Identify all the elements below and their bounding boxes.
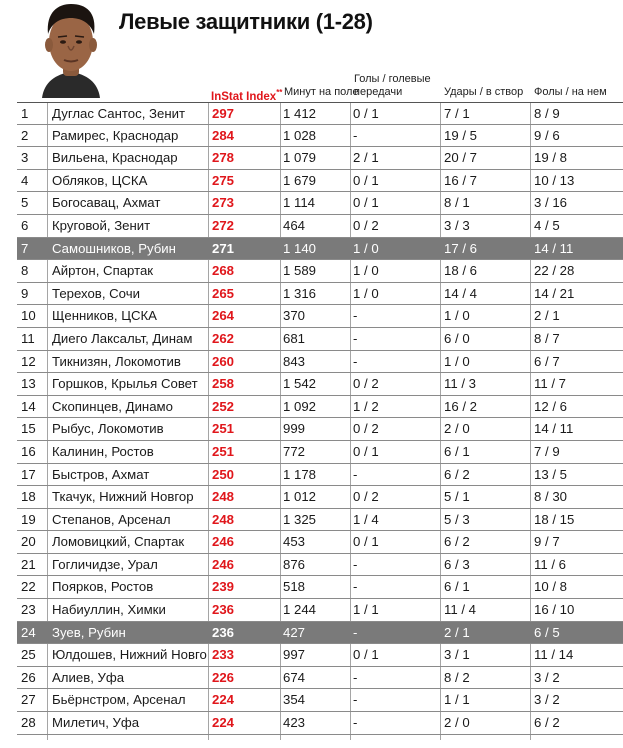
fouls-value: 8 / 30 xyxy=(534,489,567,505)
fouls-value: 12 / 6 xyxy=(534,398,567,414)
rank-cell: 7 xyxy=(21,240,29,256)
table-row xyxy=(17,305,623,328)
rank-cell: 5 xyxy=(21,195,29,211)
shots-value: 6 / 2 xyxy=(444,466,470,482)
instat-index-value: 248 xyxy=(212,511,235,527)
rank-cell: 2 xyxy=(21,127,29,143)
fouls-value: 14 / 11 xyxy=(534,421,574,437)
fouls-value: 11 / 7 xyxy=(534,376,567,392)
fouls-value: 9 / 7 xyxy=(534,534,560,550)
player-name: Ломовицкий, Спартак xyxy=(52,534,185,550)
rank-cell: 4 xyxy=(21,172,29,188)
rank-cell: 24 xyxy=(21,624,36,640)
minutes-value: 423 xyxy=(283,715,306,731)
shots-value: 2 / 0 xyxy=(444,421,470,437)
goals-assists-value: 1 / 1 xyxy=(353,602,379,618)
rank-cell: 23 xyxy=(21,602,36,618)
instat-index-value: 271 xyxy=(212,240,235,256)
instat-index-value: 297 xyxy=(212,106,235,121)
shots-value: 11 / 4 xyxy=(444,602,477,618)
goals-assists-value: - xyxy=(353,466,358,482)
instat-index-value: 224 xyxy=(212,692,235,708)
shots-value: 5 / 3 xyxy=(444,511,470,527)
fouls-value: 11 / 14 xyxy=(534,647,574,663)
rank-cell: 20 xyxy=(21,534,36,550)
goals-assists-value: - xyxy=(353,715,358,731)
player-name: Вильена, Краснодар xyxy=(52,150,178,166)
player-name: Щенников, ЦСКА xyxy=(52,308,157,324)
rank-cell: 6 xyxy=(21,217,29,233)
rank-cell: 11 xyxy=(21,330,35,346)
minutes-value: 843 xyxy=(283,353,306,369)
table-row xyxy=(17,283,623,306)
header-shots: Удары / в створ xyxy=(444,86,524,98)
player-name: Набиуллин, Химки xyxy=(52,602,166,618)
minutes-value: 354 xyxy=(283,692,306,708)
rank-cell: 16 xyxy=(21,443,36,459)
table-row xyxy=(17,599,623,622)
shots-value: 2 / 1 xyxy=(444,624,470,640)
player-name: Рыбус, Локомотив xyxy=(52,421,164,437)
table-row xyxy=(17,644,623,667)
shots-value: 7 / 1 xyxy=(444,106,470,121)
table-row xyxy=(17,689,623,712)
player-name: Круговой, Зенит xyxy=(52,217,151,233)
goals-assists-value: 0 / 1 xyxy=(353,647,379,663)
minutes-value: 1 114 xyxy=(283,195,316,211)
rank-cell: 10 xyxy=(21,308,36,324)
player-name: Алиев, Уфа xyxy=(52,669,125,685)
minutes-value: 1 012 xyxy=(283,489,317,505)
goals-assists-value: 1 / 4 xyxy=(353,511,379,527)
goals-assists-value: 0 / 1 xyxy=(353,172,379,188)
shots-value: 17 / 6 xyxy=(444,240,477,256)
player-name: Дуглас Сантос, Зенит xyxy=(52,106,186,121)
instat-index-value: 236 xyxy=(212,602,235,618)
shots-value: 6 / 1 xyxy=(444,443,470,459)
table-row xyxy=(17,554,623,577)
table-row xyxy=(17,531,623,554)
instat-index-value: 246 xyxy=(212,534,235,550)
minutes-value: 876 xyxy=(283,556,306,572)
header-instat-index: InStat Index** xyxy=(211,88,283,103)
goals-assists-value: - xyxy=(353,330,358,346)
shots-value: 5 / 1 xyxy=(444,489,470,505)
table-row xyxy=(17,192,623,215)
minutes-value: 1 412 xyxy=(283,106,317,121)
fouls-value: 16 / 10 xyxy=(534,602,575,618)
player-name: Зуев, Рубин xyxy=(52,624,126,640)
shots-value: 8 / 2 xyxy=(444,669,470,685)
page-title: Левые защитники (1-28) xyxy=(119,9,373,34)
minutes-value: 1 589 xyxy=(283,263,317,279)
player-name: Калинин, Ростов xyxy=(52,443,154,459)
shots-value: 1 / 1 xyxy=(444,692,470,708)
instat-index-value: 239 xyxy=(212,579,235,595)
instat-index-value: 236 xyxy=(212,624,235,640)
minutes-value: 518 xyxy=(283,579,306,595)
goals-assists-value: 0 / 1 xyxy=(353,534,379,550)
instat-index-value: 284 xyxy=(212,127,235,143)
player-name: Поярков, Ростов xyxy=(52,579,154,595)
fouls-value: 8 / 7 xyxy=(534,330,560,346)
minutes-value: 1 316 xyxy=(283,285,317,301)
fouls-value: 14 / 21 xyxy=(534,285,575,301)
fouls-value: 6 / 5 xyxy=(534,624,560,640)
shots-value: 1 / 0 xyxy=(444,308,470,324)
shots-value: 2 / 0 xyxy=(444,715,470,731)
rank-cell: 19 xyxy=(21,511,36,527)
goals-assists-value: 1 / 0 xyxy=(353,240,379,256)
goals-assists-value: 1 / 2 xyxy=(353,398,379,414)
minutes-value: 1 140 xyxy=(283,240,317,256)
rank-cell: 27 xyxy=(21,692,36,708)
instat-index-value: 262 xyxy=(212,330,235,346)
fouls-value: 9 / 6 xyxy=(534,127,560,143)
table-row xyxy=(17,102,623,125)
table-row xyxy=(17,622,623,645)
fouls-value: 19 / 8 xyxy=(534,150,567,166)
goals-assists-value: - xyxy=(353,127,358,143)
table-row xyxy=(17,238,623,261)
table-row xyxy=(17,373,623,396)
instat-index-value: 251 xyxy=(212,443,235,459)
goals-assists-value: 0 / 1 xyxy=(353,106,379,121)
instat-index-value: 246 xyxy=(212,556,235,572)
goals-assists-value: - xyxy=(353,692,358,708)
minutes-value: 772 xyxy=(283,443,306,459)
shots-value: 14 / 4 xyxy=(444,285,477,301)
instat-index-value: 251 xyxy=(212,421,235,437)
fouls-value: 22 / 28 xyxy=(534,263,575,279)
fouls-value: 3 / 2 xyxy=(534,692,560,708)
header-goals-assists: Голы / голевые передачи xyxy=(354,73,431,98)
shots-value: 20 / 7 xyxy=(444,150,477,166)
fouls-value: 18 / 15 xyxy=(534,511,575,527)
rank-cell: 22 xyxy=(21,579,36,595)
rank-cell: 26 xyxy=(21,669,36,685)
player-name: Диего Лаксальт, Динам xyxy=(52,330,193,346)
rank-cell: 14 xyxy=(21,398,36,414)
instat-index-value: 273 xyxy=(212,195,235,211)
player-name: Бьёрнстром, Арсенал xyxy=(52,692,186,708)
goals-assists-value: 0 / 2 xyxy=(353,376,379,392)
instat-index-value: 265 xyxy=(212,285,235,301)
rank-cell: 13 xyxy=(21,376,36,392)
instat-index-value: 224 xyxy=(212,715,235,731)
player-name: Милетич, Уфа xyxy=(52,715,140,731)
minutes-value: 453 xyxy=(283,534,306,550)
fouls-value: 10 / 8 xyxy=(534,579,567,595)
fouls-value: 13 / 5 xyxy=(534,466,567,482)
rank-cell: 3 xyxy=(21,150,29,166)
instat-index-value: 278 xyxy=(212,150,235,166)
shots-value: 3 / 1 xyxy=(444,647,470,663)
instat-index-value: 233 xyxy=(212,647,235,663)
shots-value: 3 / 3 xyxy=(444,217,470,233)
minutes-value: 1 079 xyxy=(283,150,317,166)
goals-assists-value: - xyxy=(353,353,358,369)
fouls-value: 2 / 1 xyxy=(534,308,560,324)
rank-cell: 15 xyxy=(21,421,36,437)
header-minutes: Минут на поле xyxy=(284,86,359,98)
goals-assists-value: - xyxy=(353,579,358,595)
rank-cell: 18 xyxy=(21,489,36,505)
instat-index-value: 272 xyxy=(212,217,235,233)
instat-index-value: 275 xyxy=(212,172,235,188)
minutes-value: 1 178 xyxy=(283,466,317,482)
fouls-value: 3 / 2 xyxy=(534,669,560,685)
table-row xyxy=(17,125,623,148)
minutes-value: 1 679 xyxy=(283,172,317,188)
goals-assists-value: 0 / 1 xyxy=(353,195,379,211)
instat-index-value: 252 xyxy=(212,398,235,414)
shots-value: 8 / 1 xyxy=(444,195,470,211)
goals-assists-value: 2 / 1 xyxy=(353,150,379,166)
instat-index-value: 258 xyxy=(212,376,235,392)
instat-index-value: 226 xyxy=(212,669,235,685)
fouls-value: 14 / 11 xyxy=(534,240,574,256)
table-row xyxy=(17,260,623,283)
player-name: Скопинцев, Динамо xyxy=(52,398,173,414)
player-name: Самошников, Рубин xyxy=(52,240,176,256)
instat-index-value: 264 xyxy=(212,308,235,324)
shots-value: 6 / 1 xyxy=(444,579,470,595)
rank-cell: 8 xyxy=(21,263,29,279)
table-row xyxy=(17,215,623,238)
goals-assists-value: 0 / 2 xyxy=(353,217,379,233)
instat-index-value: 250 xyxy=(212,466,235,482)
minutes-value: 1 325 xyxy=(283,511,317,527)
player-name: Юлдошев, Нижний Новго xyxy=(52,647,207,663)
player-name: Айртон, Спартак xyxy=(52,263,154,279)
table-row xyxy=(17,170,623,193)
header-fouls: Фолы / на нем xyxy=(534,86,607,98)
player-name: Гогличидзе, Урал xyxy=(52,556,158,572)
minutes-value: 1 244 xyxy=(283,602,317,618)
shots-value: 6 / 3 xyxy=(444,556,470,572)
rank-cell: 17 xyxy=(21,466,36,482)
shots-value: 6 / 2 xyxy=(444,534,470,550)
table-row xyxy=(17,464,623,487)
table-row xyxy=(17,147,623,170)
rank-cell: 28 xyxy=(21,715,36,731)
shots-value: 16 / 2 xyxy=(444,398,477,414)
minutes-value: 1 028 xyxy=(283,127,317,143)
player-name: Рамирес, Краснодар xyxy=(52,127,179,143)
minutes-value: 464 xyxy=(283,217,306,233)
minutes-value: 1 092 xyxy=(283,398,317,414)
player-name: Степанов, Арсенал xyxy=(52,511,171,527)
defenders-table xyxy=(17,102,623,735)
player-name: Ткачук, Нижний Новгор xyxy=(52,489,194,505)
table-row xyxy=(17,418,623,441)
table-row xyxy=(17,486,623,509)
goals-assists-value: - xyxy=(353,308,358,324)
player-name: Терехов, Сочи xyxy=(52,285,140,301)
goals-assists-value: 1 / 0 xyxy=(353,263,379,279)
shots-value: 11 / 3 xyxy=(444,376,477,392)
shots-value: 6 / 0 xyxy=(444,330,470,346)
fouls-value: 7 / 9 xyxy=(534,443,560,459)
goals-assists-value: - xyxy=(353,624,358,640)
rank-cell: 25 xyxy=(21,647,36,663)
instat-index-value: 268 xyxy=(212,263,235,279)
fouls-value: 8 / 9 xyxy=(534,106,560,121)
table-row xyxy=(17,712,623,735)
goals-assists-value: 0 / 1 xyxy=(353,443,379,459)
table-row xyxy=(17,328,623,351)
goals-assists-value: - xyxy=(353,556,358,572)
fouls-value: 6 / 7 xyxy=(534,353,560,369)
goals-assists-value: 0 / 2 xyxy=(353,421,379,437)
minutes-value: 681 xyxy=(283,330,306,346)
instat-index-value: 248 xyxy=(212,489,235,505)
shots-value: 18 / 6 xyxy=(444,263,477,279)
player-name: Обляков, ЦСКА xyxy=(52,172,148,188)
player-name: Богосавац, Ахмат xyxy=(52,195,161,211)
fouls-value: 6 / 2 xyxy=(534,715,560,731)
table-row xyxy=(17,351,623,374)
minutes-value: 674 xyxy=(283,669,306,685)
table-row xyxy=(17,667,623,690)
rank-cell: 1 xyxy=(21,106,29,121)
player-name: Быстров, Ахмат xyxy=(52,466,150,482)
fouls-value: 3 / 16 xyxy=(534,195,567,211)
minutes-value: 999 xyxy=(283,421,306,437)
shots-value: 1 / 0 xyxy=(444,353,470,369)
goals-assists-value: - xyxy=(353,669,358,685)
shots-value: 16 / 7 xyxy=(444,172,477,188)
fouls-value: 4 / 5 xyxy=(534,217,560,233)
fouls-value: 10 / 13 xyxy=(534,172,575,188)
goals-assists-value: 0 / 2 xyxy=(353,489,379,505)
minutes-value: 370 xyxy=(283,308,306,324)
table-row xyxy=(17,576,623,599)
table-row xyxy=(17,509,623,532)
minutes-value: 1 542 xyxy=(283,376,317,392)
table-row xyxy=(17,441,623,464)
rank-cell: 21 xyxy=(21,556,36,572)
player-photo xyxy=(30,0,112,98)
minutes-value: 997 xyxy=(283,647,306,663)
minutes-value: 427 xyxy=(283,624,306,640)
fouls-value: 11 / 6 xyxy=(534,556,567,572)
rank-cell: 9 xyxy=(21,285,29,301)
table-row xyxy=(17,396,623,419)
player-name: Горшков, Крылья Совет xyxy=(52,376,198,392)
goals-assists-value: 1 / 0 xyxy=(353,285,379,301)
player-name: Тикнизян, Локомотив xyxy=(52,353,181,369)
rank-cell: 12 xyxy=(21,353,36,369)
shots-value: 19 / 5 xyxy=(444,127,477,143)
instat-index-value: 260 xyxy=(212,353,235,369)
